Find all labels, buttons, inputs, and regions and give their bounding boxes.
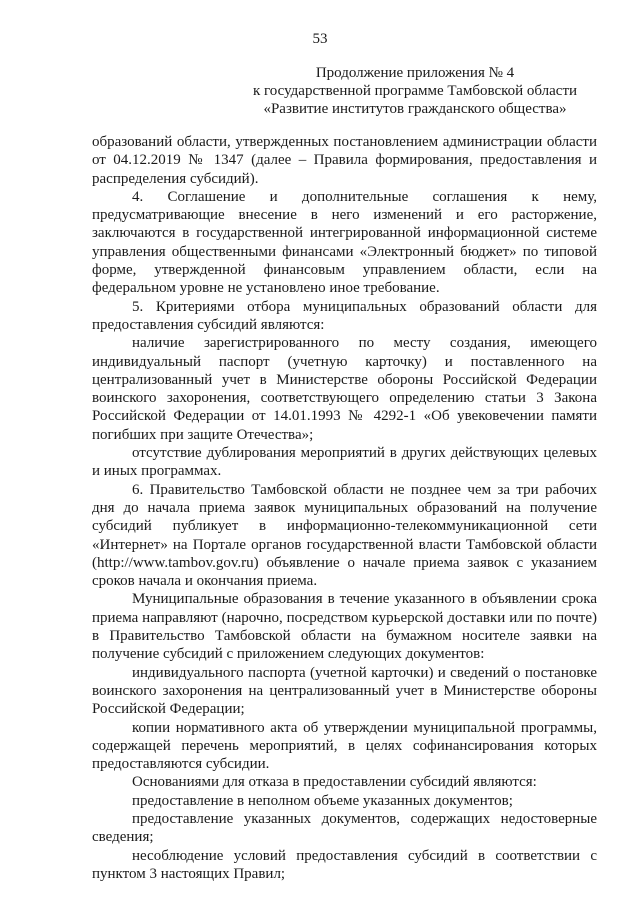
paragraph-item-6: 6. Правительство Тамбовской области не позднее чем за три рабочих дня до начала приема заявок муниципальных образований на получение субсидий публикует в информационно-телекоммуникационной сети «Интернет» на Портале органов государственной власти Тамбовской области (http://www.tambov.gov.ru) объявление о начале приема заявок с указанием сроков начала и окончания приема. — [92, 481, 597, 590]
paragraph-refusal-3: несоблюдение условий предоставления субсидий в соответствии с пунктом 3 настоящих Правил; — [92, 847, 597, 882]
page-number: 53 — [312, 31, 328, 47]
paragraph-item-5: 5. Критериями отбора муниципальных образований области для предоставления субсидий являются: — [92, 298, 597, 333]
paragraph-document-2: копии нормативного акта об утверждении муниципальной программы, содержащей перечень мероприятий, в целях софинансирования которых предоставляются субсидии. — [92, 719, 597, 773]
paragraph-criterion-1: наличие зарегистрированного по месту создания, имеющего индивидуальный паспорт (учетную карточку) и поставленного на централизованный учет в Министерстве обороны Российской Федерации воинского захоронения, соответствующего определению статьи 3 Закона Российской Федерации от 14.01.1993 № 4292-1 «Об увековечении памяти погибших при защите Отечества»; — [92, 335, 597, 443]
appendix-line-1: Продолжение приложения № 4 — [315, 65, 515, 81]
paragraph-criterion-2: отсутствие дублирования мероприятий в других действующих целевых и иных программах. — [92, 445, 597, 480]
appendix-heading — [240, 64, 590, 118]
appendix-line-2: к государственной программе Тамбовской области — [252, 83, 578, 99]
paragraph-item-4: 4. Соглашение и дополнительные соглашения к нему, предусматривающие внесение в него изменений и его расторжение, заключаются в государственной интегрированной информационной системе управления общественными финансами «Электронный бюджет» по типовой форме, утвержденной финансовым управлением области, если на федеральном уровне не установлено иное требование. — [92, 188, 597, 297]
paragraph-continuation: образований области, утвержденных постановлением администрации области от 04.12.2019 № 1347 (далее – Правила формирования, предоставления и распределения субсидий). — [92, 134, 597, 187]
appendix-line-3: «Развитие институтов гражданского общества» — [263, 101, 567, 117]
paragraph-refusal-1: предоставление в неполном объеме указанных документов; — [132, 792, 513, 809]
paragraph-document-1: индивидуального паспорта (учетной карточки) и сведений о постановке воинского захоронения на централизованный учет в Министерстве обороны Российской Федерации; — [92, 664, 597, 718]
paragraph-refusal-grounds: Основаниями для отказа в предоставлении субсидий являются: — [132, 774, 537, 791]
paragraph-refusal-2: предоставление указанных документов, содержащих недостоверные сведения; — [92, 810, 597, 846]
document-body — [92, 133, 597, 883]
paragraph-application: Муниципальные образования в течение указанного в объявлении срока приема направляют (нарочно, посредством курьерской доставки или по почте) в Правительство Тамбовской области на бумажном носителе заявки на получение субсидий с приложением следующих документов: — [92, 591, 597, 663]
